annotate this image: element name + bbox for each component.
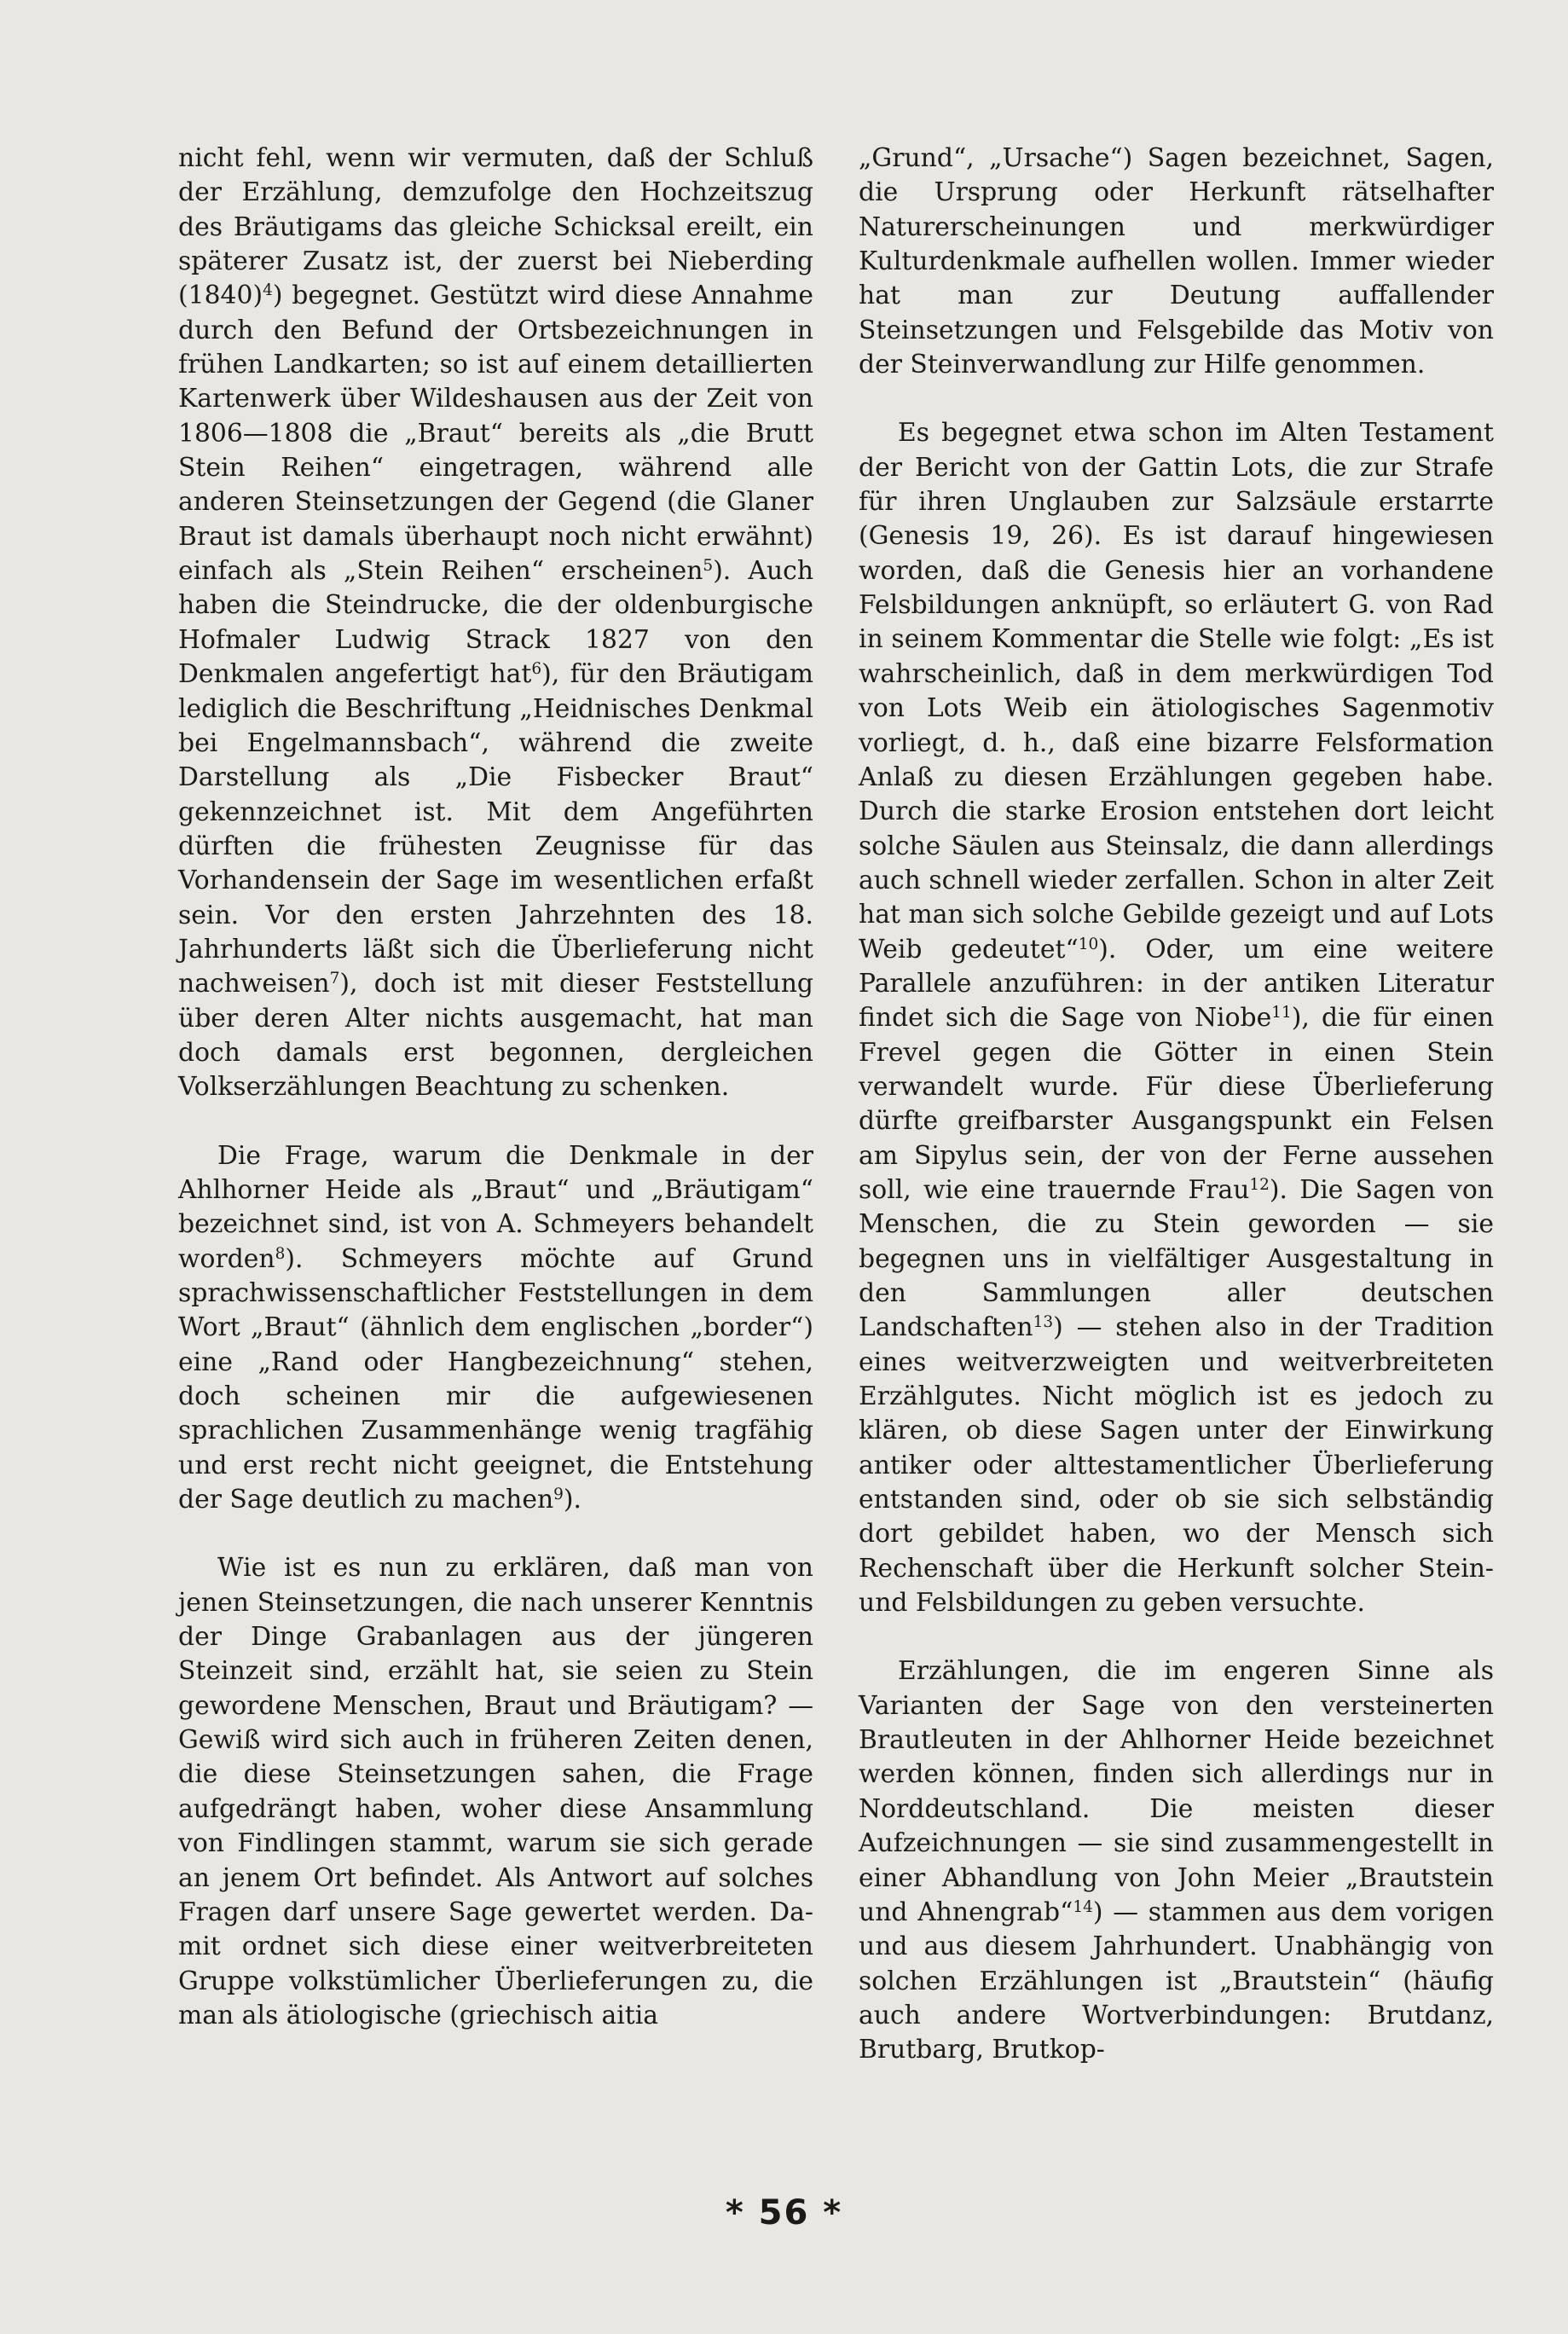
text-run: „Grund“, „Ursache“) Sagen bezeichnet, Sagen, die Ursprung oder Herkunft rätselhafter Naturerscheinungen und merkwürdiger Kulturdenkmale aufhellen wollen. Immer wieder hat man zur Deutung auffallender Steinsetzungen und Felsgebilde das Motiv von der Steinverwandlung zur Hilfe genommen. — [859, 143, 1494, 380]
footnote-marker: 13 — [1033, 1313, 1054, 1332]
text-run: Die Frage, warum die Denkmale in der Ahlhorner Heide als „Braut“ und „Bräutigam“ bezeichnet sind, ist von A. Schmeyers behandelt worden — [178, 1140, 813, 1274]
text-run: ), die für einen Frevel gegen die Götter in einen Stein verwandelt wurde. Für diese Überlieferung dürfte greifbarster Ausgangspunkt ein Felsen am Sipylus sein, der von der Ferne aussehen soll, wie eine trauernde Frau — [859, 1003, 1495, 1205]
text-run: ) — stehen also in der Tradition eines weitverzweigten und weitverbreiteten Erzählgutes. Nicht möglich ist es jedoch zu klären, ob diese Sagen unter der Einwirkung antiker oder alttestamentlicher Überlieferung entstanden sind, oder ob sie sich selbständig dort gebildet haben, wo der Mensch sich Rechenschaft über die Herkunft solcher Stein- und Felsbildungen zu geben versuchte. — [859, 1312, 1494, 1619]
footnote-marker: 10 — [1078, 935, 1099, 953]
footnote-marker: 6 — [531, 660, 542, 678]
paragraph — [859, 1654, 1494, 2067]
footnote-marker: 5 — [703, 556, 714, 575]
text-run: ) — stammen aus dem vorigen und aus diesem Jahrhundert. Unabhängig von solchen Erzählungen ist „Brautstein“ (häufig auch andere Wortverbindungen: Brutdanz, Brutbarg, Brutkop- — [859, 1897, 1495, 2065]
footnote-marker: 9 — [553, 1485, 564, 1503]
text-run: ). Oder, um eine weitere Parallele anzuführen: in der antiken Literatur findet sich die Sage von Niobe — [859, 934, 1494, 1034]
text-run: ). Schmeyers möchte auf Grund sprachwissenschaftlicher Feststellungen in dem Wort „Braut“ (ähnlich dem englischen „border“) eine „Rand oder Hangbezeichnung“ stehen, doch scheinen mir die aufgewiesenen sprachlichen Zusammenhänge wenig tragfähig und erst recht nicht geeignet, die Entstehung der Sage deutlich zu machen — [178, 1243, 813, 1515]
paragraph — [178, 142, 813, 1105]
text-run: Erzählungen, die im engeren Sinne als Varianten der Sage von den versteinerten Brautleuten in der Ahlhorner Heide bezeichnet werden können, finden sich allerdings nur in Norddeutschland. Die meisten dieser Aufzeichnungen — sie sind zusammengestellt in einer Abhandlung von John Meier „Brautstein und Ahnengrab“ — [859, 1656, 1494, 1927]
footnote-marker: 7 — [329, 970, 340, 988]
footnote-marker: 8 — [275, 1244, 286, 1263]
text-run: ). — [563, 1485, 582, 1515]
text-run: ) begegnet. Gestützt wird diese Annahme durch den Befund der Ortsbezeichnungen in frühen Landkarten; so ist auf einem detaillierten Kartenwerk über Wildeshausen aus der Zeit von 1806—1808 die „Braut“ bereits als „die Brutt Stein Reihen“ eingetragen, während alle anderen Steinsetzungen der Gegend (die Glaner Braut ist damals überhaupt noch nicht erwähnt) einfach als „Stein Reihen“ erscheinen — [178, 281, 813, 587]
text-run: Es begegnet etwa schon im Alten Testament der Bericht von der Gattin Lots, die zur Strafe für ihren Unglauben zur Salzsäule erstarrte (Genesis 19, 26). Es ist darauf hingewiesen worden, daß die Genesis hier an vorhandene Felsbildungen anknüpft, so erläutert G. von Rad in seinem Kommentar die Stelle wie folgt: „Es ist wahrscheinlich, daß in dem merkwürdigen Tod von Lots Weib ein ätiologisches Sagenmotiv vorliegt, d. h., daß eine bizarre Felsformation Anlaß zu diesen Erzählungen gegeben habe. Durch die starke Erosion entstehen dort leicht solche Säulen aus Steinsalz, die dann allerdings auch schnell wieder zerfallen. Schon in alter Zeit hat man sich solche Gebilde gezeigt und auf Lots Weib gedeutet“ — [859, 418, 1494, 964]
text-run: ). Die Sagen von Menschen, die zu Stein geworden — sie begegnen uns in vielfältiger Ausgestaltung in den Sammlungen aller deutschen Landschaften — [859, 1174, 1494, 1343]
paragraph — [859, 416, 1494, 1620]
footnote-marker: 14 — [1073, 1897, 1093, 1916]
text-run: ), doch ist mit dieser Feststellung über deren Alter nichts ausgemacht, hat man doch damals erst begonnen, dergleichen Volkserzählungen Beachtung zu schenken. — [178, 969, 813, 1103]
text-run: Wie ist es nun zu erklären, daß man von jenen Steinsetzungen, die nach unserer Kenntnis der Dinge Grabanlagen aus der jüngeren Steinzeit sind, erzählt hat, sie seien zu Stein gewordene Menschen, Braut und Bräutigam? — Gewiß wird sich auch in früheren Zeiten denen, die diese Steinsetzungen sahen, die Frage aufgedrängt haben, woher diese Ansammlung von Findlingen stammt, warum sie sich gerade an jenem Ort befindet. Als Antwort auf solches Fragen darf unsere Sage gewertet werden. Damit ordnet sich diese einer weitverbreiteten Gruppe volkstümlicher Überlieferungen zu, die man als ätiologische (griechisch aitia — [178, 1553, 813, 2030]
paragraph — [178, 1551, 813, 2033]
footnote-marker: 12 — [1249, 1175, 1270, 1194]
footnote-marker: 4 — [263, 281, 273, 300]
left-text-column — [178, 142, 813, 2033]
right-text-column — [859, 142, 1494, 2068]
text-run: ), für den Bräutigam lediglich die Beschriftung „Heidnisches Denkmal bei Engelmannsbach“, während die zweite Darstellung als „Die Fisbecker Braut“ gekennzeichnet ist. Mit dem Angeführten dürften die frühesten Zeugnisse für das Vorhandensein der Sage im wesentlichen erfaßt sein. Vor den ersten Jahrzehnten des 18. Jahrhunderts läßt sich die Überlieferung nicht nachweisen — [178, 659, 813, 999]
paragraph — [178, 1139, 813, 1518]
footnote-marker: 11 — [1271, 1004, 1292, 1022]
paragraph — [859, 142, 1494, 382]
text-run: nicht fehl, wenn wir vermuten, daß der Schluß der Erzählung, demzufolge den Hochzeitszug des Bräutigams das gleiche Schicksal ereilt, ein späterer Zusatz ist, der zuerst bei Nieberding (1840) — [178, 143, 813, 311]
text-run: ). Auch haben die Steindrucke, die der oldenburgische Hofmaler Ludwig Strack 1827 von den Denkmalen angefertigt hat — [178, 556, 814, 690]
page-number: * 56 * — [725, 2193, 843, 2233]
